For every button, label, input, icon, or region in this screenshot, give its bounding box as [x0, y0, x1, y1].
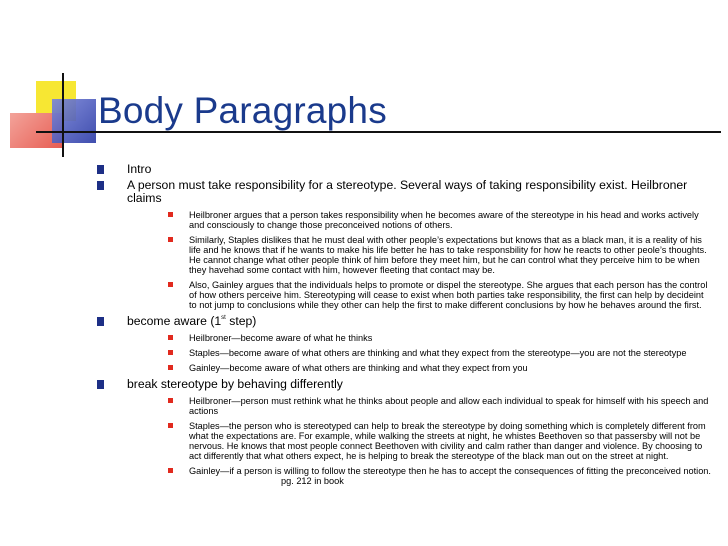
- sub-bullet-text: Heilbroner—become aware of what he thinks: [189, 333, 373, 343]
- small-square-bullet-icon: [168, 468, 173, 473]
- bullet-item-responsibility: [97, 179, 712, 310]
- sub-bullet-item: [127, 333, 712, 343]
- small-square-bullet-icon: [168, 365, 173, 370]
- small-square-bullet-icon: [168, 237, 173, 242]
- bullet-item-break-stereotype: [97, 378, 712, 486]
- small-square-bullet-icon: [168, 398, 173, 403]
- bullet-text: Intro: [127, 162, 152, 176]
- slide-body: [97, 163, 712, 491]
- sub-bullet-text: Heilbroner argues that a person takes responsibility when he becomes aware of the stereotype in his head and works actively and consciously to change those preconceived notions of others.: [189, 210, 699, 230]
- bullet-list: [97, 163, 712, 486]
- sub-bullet-item: [127, 210, 712, 230]
- square-bullet-icon: [97, 317, 104, 326]
- bullet-item-intro: [97, 163, 712, 176]
- sub-bullet-item: [127, 348, 712, 358]
- sub-bullet-text: Heilbroner—person must rethink what he thinks about people and allow each individual to speak for himself with his speech and actions: [189, 396, 709, 416]
- small-square-bullet-icon: [168, 350, 173, 355]
- sub-bullet-list: [127, 333, 712, 373]
- small-square-bullet-icon: [168, 335, 173, 340]
- decor-blue-square: [52, 99, 96, 143]
- bullet-item-become-aware: [97, 315, 712, 373]
- slide-title: Body Paragraphs: [98, 90, 387, 131]
- superscript-st: st: [221, 315, 226, 321]
- bullet-text-prefix: become aware (1: [127, 314, 222, 328]
- sub-bullet-text: Gainley—if a person is willing to follow the stereotype then he has to accept the consequences of fitting the preconceived notion.: [189, 466, 711, 476]
- sub-bullet-text: Staples—the person who is stereotyped can help to break the stereotype by doing something which is completely different from what the expectations are. For example, while walking the streets at night, he whistes Beethoven so that passersby will not be nervous. He knows that most people connect Beethoven with civility and calm rather than danger and violence. By choosing to act differently that what others expect, he is helping to break the stereotype of the black man out on the street at night.: [189, 421, 706, 461]
- bullet-text: A person must take responsibility for a stereotype. Several ways of taking responsibility exist. Heilbroner claims: [127, 178, 688, 205]
- bullet-text-suffix: step): [225, 314, 257, 328]
- sub-bullet-item: [127, 280, 712, 310]
- sub-bullet-item: [127, 466, 712, 486]
- sub-bullet-text: Also, Gainley argues that the individuals helps to promote or dispel the stereotype. She argues that each person has the control of how others perceive him. Stereotyping will cease to exist when both parties take responsibility, the first can help by decideint to not jump to conclusions while they other can help the first to make different conclusions by how he behaves around the first.: [189, 280, 708, 310]
- square-bullet-icon: [97, 165, 104, 174]
- decor-vertical-line: [62, 73, 64, 157]
- sub-bullet-text: Similarly, Staples dislikes that he must deal with other people’s expectations but knows that as a black man, it is a reality of his life and he knows that if he wants to make his life better he has to take responsbility for how he reacts to other peole’s thoughts. He cannot change what other people think of him before they meet him, but he can control what they perceive him to be when they havehad some contact with him, however fleeting that contact may be.: [189, 235, 707, 275]
- sub-bullet-item: [127, 421, 712, 461]
- page-reference: pg. 212 in book: [281, 476, 344, 486]
- sub-bullet-item: [127, 396, 712, 416]
- sub-bullet-list: [127, 210, 712, 310]
- bullet-text: break stereotype by behaving differently: [127, 377, 343, 391]
- sub-bullet-text: Staples—become aware of what others are thinking and what they expect from the stereotype—you are not the stereotype: [189, 348, 687, 358]
- square-bullet-icon: [97, 380, 104, 389]
- sub-bullet-item: [127, 235, 712, 275]
- square-bullet-icon: [97, 181, 104, 190]
- small-square-bullet-icon: [168, 212, 173, 217]
- sub-bullet-text: Gainley—become aware of what others are thinking and what they expect from you: [189, 363, 528, 373]
- small-square-bullet-icon: [168, 423, 173, 428]
- sub-bullet-list: [127, 396, 712, 486]
- sub-bullet-item: [127, 363, 712, 373]
- small-square-bullet-icon: [168, 282, 173, 287]
